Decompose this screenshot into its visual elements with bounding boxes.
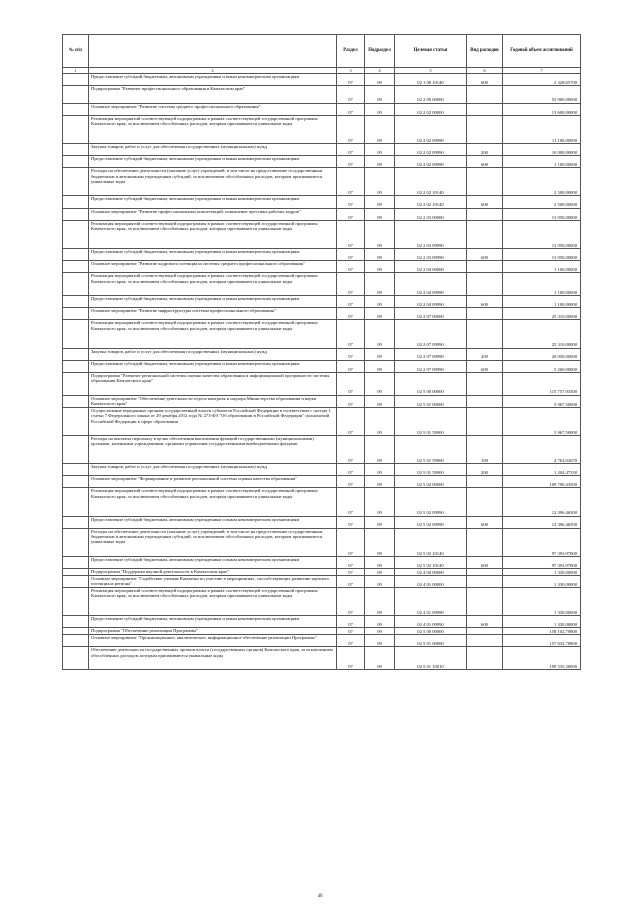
row-podrazdel-cell: 09 [365,196,395,208]
table-row [63,616,581,628]
table-row [63,103,581,115]
row-sum-cell: 157 632,70800 [503,635,581,647]
row-podrazdel-cell: 09 [365,273,395,296]
row-expense-type-cell [467,476,503,488]
row-num-cell [63,360,89,372]
row-podrazdel-cell: 09 [365,320,395,348]
row-expense-type-cell: 200 [467,143,503,155]
row-num-cell [63,395,89,407]
row-num-cell [63,86,89,104]
row-sum-cell: 2 328,65700 [503,74,581,86]
table-row [63,516,581,528]
row-num-cell [63,261,89,273]
row-expense-type-cell [467,273,503,296]
row-target-article-cell: 02 2 04 00000 [395,261,467,273]
table-row [63,273,581,296]
row-sum-cell: 1 100,00000 [503,273,581,296]
row-podrazdel-cell: 09 [365,220,395,248]
row-sum-cell: 13 950,00000 [503,208,581,220]
row-sum-cell: 20 050,00000 [503,348,581,360]
row-num-cell [63,103,89,115]
table-row [63,635,581,647]
row-name-cell: Осуществление переданных органам государственной власти субъектов Российской Федерации в соответствии с частью 1 статьи 7 Федерального закона от 29 декабря 2012 года № 273-ФЗ "Об образовании в Российской Федерации" полномочий Российской Федерации в сфере образования [89,407,337,435]
row-razdel-cell: 07 [337,588,365,616]
row-name-cell: Реализация мероприятий соответствующей подпрограммы в рамках соответствующей государственной программы Камчатского края, за исключением обособленных расходов, которым присваиваются уникальные коды [89,273,337,296]
row-razdel-cell: 07 [337,647,365,670]
row-expense-type-cell: 600 [467,248,503,260]
table-row [63,196,581,208]
row-razdel-cell: 07 [337,488,365,516]
row-podrazdel-cell: 09 [365,464,395,476]
row-expense-type-cell [467,86,503,104]
row-razdel-cell: 07 [337,635,365,647]
row-razdel-cell: 07 [337,196,365,208]
row-name-cell: Реализация мероприятий соответствующей подпрограммы в рамках соответствующей государственной программы Камчатского края, за исключением обособленных расходов, которым присваиваются уникальные коды [89,115,337,143]
row-razdel-cell: 07 [337,143,365,155]
row-razdel-cell: 07 [337,628,365,635]
row-podrazdel-cell: 09 [365,143,395,155]
row-name-cell: Основное мероприятие "Обеспечение деятельности отдела контроля и надзора Министерства образования и науки Камчатского края" [89,395,337,407]
column-number: 6 [467,68,503,74]
row-target-article-cell: 02 2 07 09990 [395,360,467,372]
row-razdel-cell: 07 [337,156,365,168]
table-row [63,488,581,516]
table-row [63,86,581,104]
row-num-cell [63,143,89,155]
row-expense-type-cell [467,575,503,587]
column-number: 3 [337,68,365,74]
row-podrazdel-cell: 09 [365,556,395,568]
row-razdel-cell: 07 [337,476,365,488]
row-expense-type-cell [467,569,503,576]
table-row [63,647,581,670]
row-sum-cell: 1 330,00000 [503,575,581,587]
row-num-cell [63,516,89,528]
table-row [63,348,581,360]
row-razdel-cell: 07 [337,569,365,576]
table-row [63,143,581,155]
table-row [63,115,581,143]
column-number: 2 [89,68,337,74]
header-annual-sum: Годовой объем ассигнований [503,35,581,68]
column-number: 1 [63,68,89,74]
row-num-cell [63,74,89,86]
row-podrazdel-cell: 09 [365,372,395,395]
row-razdel-cell: 07 [337,616,365,628]
row-name-cell: Закупка товаров, работ и услуг для обеспечения государственных (муниципальных) нужд [89,464,337,476]
row-name-cell: Реализация мероприятий соответствующей подпрограммы в рамках соответствующей государственной программы Камчатского края, за исключением обособленных расходов, которым присваиваются уникальные коды [89,588,337,616]
row-podrazdel-cell: 09 [365,168,395,196]
row-num-cell [63,168,89,196]
row-target-article-cell: 02 2 04 09990 [395,273,467,296]
row-name-cell: Основное мероприятие "Развитие системы среднего профессионального образования" [89,103,337,115]
row-sum-cell: 4 763,02670 [503,436,581,464]
row-target-article-cell: 02 5 01 59900 [395,407,467,435]
row-target-article-cell: 02 2 02 09990 [395,115,467,143]
row-num-cell [63,196,89,208]
row-name-cell: Предоставление субсидий бюджетным, автономным учреждениям и иным некоммерческим организациям [89,196,337,208]
row-name-cell: Предоставление субсидий бюджетным, автономным учреждениям и иным некоммерческим организациям [89,360,337,372]
row-name-cell: Расходы на обеспечение деятельности (оказание услуг) учреждений, в том числе на предоставление государственным бюджетным и автономным учреждениям субсидий, за исключением обособленных расходов, которым присваиваются уникальные коды [89,528,337,556]
row-target-article-cell: 02 5 02 10140 [395,528,467,556]
table-row [63,156,581,168]
row-target-article-cell: 02 5 00 00000 [395,628,467,635]
row-expense-type-cell [467,320,503,348]
row-name-cell: Предоставление субсидий бюджетным, автономным учреждениям и иным некоммерческим организациям [89,556,337,568]
row-target-article-cell: 02 2 03 09990 [395,248,467,260]
row-podrazdel-cell: 09 [365,261,395,273]
table-row [63,360,581,372]
row-target-article-cell: 02 5 02 09990 [395,488,467,516]
row-target-article-cell: 02 5 01 59900 [395,436,467,464]
row-name-cell: Основное мероприятие "Формирование и развитие региональной системы оценки качества образования" [89,476,337,488]
row-expense-type-cell [467,168,503,196]
row-expense-type-cell: 200 [467,464,503,476]
row-name-cell: Подпрограмма "Развитие профессионального образования в Камчатском крае" [89,86,337,104]
row-num-cell [63,115,89,143]
row-num-cell [63,647,89,670]
row-target-article-cell: 02 4 01 00000 [395,575,467,587]
table-row [63,575,581,587]
row-razdel-cell: 07 [337,308,365,320]
row-num-cell [63,208,89,220]
row-expense-type-cell [467,635,503,647]
row-razdel-cell: 07 [337,74,365,86]
row-num-cell [63,436,89,464]
header-name [89,35,337,68]
table-row [63,556,581,568]
row-podrazdel-cell: 09 [365,74,395,86]
row-num-cell [63,464,89,476]
row-podrazdel-cell: 09 [365,436,395,464]
row-target-article-cell: 02 5 01 00000 [395,395,467,407]
row-sum-cell: 97 393,97000 [503,528,581,556]
row-target-article-cell: 02 2 02 00000 [395,103,467,115]
row-num-cell [63,569,89,576]
row-sum-cell: 1 100,00000 [503,296,581,308]
table-row [63,395,581,407]
row-sum-cell: 1 100,00000 [503,156,581,168]
row-name-cell: Предоставление субсидий бюджетным, автономным учреждениям и иным некоммерческим организациям [89,516,337,528]
row-sum-cell: 109 535,30000 [503,647,581,670]
row-target-article-cell: 02 4 01 09990 [395,616,467,628]
row-target-article-cell: 02 2 02 09990 [395,156,467,168]
row-expense-type-cell: 600 [467,556,503,568]
row-target-article-cell: 02 2 02 09990 [395,143,467,155]
row-name-cell: Реализация мероприятий соответствующей подпрограммы в рамках соответствующей государственной программы Камчатского края, за исключением обособленных расходов, которым присваиваются уникальные коды [89,488,337,516]
row-sum-cell: 158 102,70800 [503,628,581,635]
row-target-article-cell: 02 2 02 10140 [395,168,467,196]
row-expense-type-cell [467,115,503,143]
row-num-cell [63,372,89,395]
row-podrazdel-cell: 09 [365,360,395,372]
row-num-cell [63,220,89,248]
row-razdel-cell: 07 [337,436,365,464]
row-target-article-cell: 02 5 01 10010 [395,647,467,670]
table-row [63,74,581,86]
row-sum-cell: 109 790,43500 [503,476,581,488]
row-sum-cell: 1 100,00000 [503,261,581,273]
row-expense-type-cell: 600 [467,360,503,372]
row-podrazdel-cell: 09 [365,308,395,320]
row-num-cell [63,476,89,488]
row-expense-type-cell: 100 [467,436,503,464]
table-row [63,569,581,576]
row-name-cell: Обеспечение деятельности государственных органов власти (государственных органов) Камчатского края, за исключением обособленных расходов, которым присваиваются уникальные коды [89,647,337,670]
row-sum-cell: 25 310,00000 [503,308,581,320]
row-podrazdel-cell: 09 [365,395,395,407]
row-num-cell [63,575,89,587]
row-sum-cell: 5 260,00000 [503,360,581,372]
row-name-cell: Основное мероприятие "Развитие профессиональных компетенций, повышение престижа рабочих кадров" [89,208,337,220]
row-razdel-cell: 07 [337,248,365,260]
row-target-article-cell: 02 2 03 00000 [395,208,467,220]
row-num-cell [63,156,89,168]
table-row [63,372,581,395]
header-target-article: Целевая статья [395,35,467,68]
row-name-cell: Предоставление субсидий бюджетным, автономным учреждениям и иным некоммерческим организациям [89,296,337,308]
row-expense-type-cell: 600 [467,296,503,308]
row-razdel-cell: 07 [337,395,365,407]
header-podrazdel: Подраздел [365,35,395,68]
row-razdel-cell: 07 [337,360,365,372]
table-row [63,261,581,273]
row-num-cell [63,616,89,628]
budget-table [62,34,581,670]
row-num-cell [63,273,89,296]
row-razdel-cell: 07 [337,556,365,568]
row-expense-type-cell: 200 [467,348,503,360]
table-row [63,588,581,616]
table-row [63,168,581,196]
table-row [63,220,581,248]
table-row [63,248,581,260]
row-name-cell: Предоставление субсидий бюджетным, автономным учреждениям и иным некоммерческим организациям [89,156,337,168]
row-sum-cell: 12 396,46500 [503,516,581,528]
row-podrazdel-cell: 09 [365,588,395,616]
row-podrazdel-cell: 09 [365,616,395,628]
row-podrazdel-cell: 09 [365,208,395,220]
row-target-article-cell: 02 5 01 00000 [395,635,467,647]
row-sum-cell: 1 330,00000 [503,588,581,616]
row-razdel-cell: 07 [337,516,365,528]
table-row [63,528,581,556]
row-razdel-cell: 07 [337,296,365,308]
row-podrazdel-cell: 09 [365,248,395,260]
row-podrazdel-cell: 09 [365,647,395,670]
row-expense-type-cell [467,628,503,635]
row-sum-cell: 10 000,00000 [503,143,581,155]
row-name-cell: Расходы на выплаты персоналу в целях обеспечения выполнения функций государственными (муниципальными) органами, казенными учреждениями, органами управления государственными внебюджетными фондами [89,436,337,464]
row-razdel-cell: 07 [337,273,365,296]
row-name-cell: Расходы на обеспечение деятельности (оказание услуг) учреждений, в том числе на предоставление государственным бюджетным и автономным учреждениям субсидий, за исключением обособленных расходов, которым присваиваются уникальные коды [89,168,337,196]
table-row [63,320,581,348]
row-target-article-cell: 02 4 00 00000 [395,569,467,576]
row-podrazdel-cell: 09 [365,488,395,516]
row-razdel-cell: 07 [337,372,365,395]
row-podrazdel-cell: 09 [365,528,395,556]
row-razdel-cell: 07 [337,407,365,435]
row-sum-cell: 5 967,50000 [503,395,581,407]
table-row [63,436,581,464]
row-target-article-cell: 02 5 01 59900 [395,464,467,476]
row-expense-type-cell: 600 [467,156,503,168]
row-target-article-cell: 02 2 00 00000 [395,86,467,104]
row-expense-type-cell [467,308,503,320]
row-name-cell: Основное мероприятие "Содействие ученым Камчатки по участию в мероприятиях, способствующих развитию научного потенциала региона" [89,575,337,587]
row-sum-cell: 115 757,93500 [503,372,581,395]
row-expense-type-cell: 600 [467,516,503,528]
row-target-article-cell: 02 2 04 09990 [395,296,467,308]
row-sum-cell: 1 204,47330 [503,464,581,476]
table-row [63,464,581,476]
row-podrazdel-cell: 09 [365,103,395,115]
row-num-cell [63,407,89,435]
row-name-cell: Подпрограмма "Развитие региональной системы оценки качества образования и информационной прозрачности системы образования Камчатского края" [89,372,337,395]
column-number: 5 [395,68,467,74]
row-sum-cell: 13 600,00000 [503,103,581,115]
row-name-cell: Подпрограмма "Поддержка научной деятельности в Камчатском крае" [89,569,337,576]
table-header-row [63,35,581,68]
table-body [63,74,581,670]
row-target-article-cell: 02 2 07 00000 [395,308,467,320]
row-expense-type-cell [467,407,503,435]
header-razdel: Раздел [337,35,365,68]
table-row [63,407,581,435]
table-row [63,208,581,220]
row-sum-cell: 12 396,46500 [503,488,581,516]
row-razdel-cell: 07 [337,528,365,556]
row-expense-type-cell [467,588,503,616]
row-expense-type-cell [467,261,503,273]
row-name-cell: Закупка товаров, работ и услуг для обеспечения государственных (муниципальных) нужд [89,348,337,360]
row-num-cell [63,320,89,348]
row-podrazdel-cell: 09 [365,156,395,168]
row-razdel-cell: 07 [337,464,365,476]
row-sum-cell: 13 950,00000 [503,248,581,260]
budget-table-sheet [62,34,580,670]
header-num: № п/п [63,35,89,68]
row-num-cell [63,635,89,647]
row-podrazdel-cell: 09 [365,115,395,143]
column-number: 7 [503,68,581,74]
row-expense-type-cell [467,647,503,670]
row-target-article-cell: 02 2 07 09990 [395,320,467,348]
row-name-cell: Предоставление субсидий бюджетным, автономным учреждениям и иным некоммерческим организациям [89,74,337,86]
row-razdel-cell: 07 [337,575,365,587]
row-podrazdel-cell: 09 [365,476,395,488]
row-name-cell: Предоставление субсидий бюджетным, автономным учреждениям и иным некоммерческим организациям [89,248,337,260]
row-name-cell: Закупка товаров, работ и услуг для обеспечения государственных (муниципальных) нужд [89,143,337,155]
row-sum-cell: 1 330,00000 [503,616,581,628]
row-sum-cell: 97 393,97000 [503,556,581,568]
row-expense-type-cell: 600 [467,74,503,86]
row-expense-type-cell [467,208,503,220]
row-target-article-cell: 02 5 02 00000 [395,476,467,488]
row-podrazdel-cell: 09 [365,296,395,308]
row-podrazdel-cell: 09 [365,569,395,576]
row-expense-type-cell: 600 [467,196,503,208]
row-num-cell [63,588,89,616]
row-sum-cell: 25 310,00000 [503,320,581,348]
row-name-cell: Основное мероприятие "Развитие инфраструктуры системы профессионального образования" [89,308,337,320]
row-name-cell: Основное мероприятие "Развитие кадрового потенциала системы среднего профессионального образования" [89,261,337,273]
row-sum-cell: 53 960,00000 [503,86,581,104]
row-expense-type-cell [467,488,503,516]
row-target-article-cell: 02 2 02 10140 [395,196,467,208]
row-num-cell [63,348,89,360]
row-razdel-cell: 07 [337,261,365,273]
row-target-article-cell: 02 4 01 09990 [395,588,467,616]
row-razdel-cell: 07 [337,208,365,220]
row-expense-type-cell [467,528,503,556]
row-sum-cell: 1 330,00000 [503,569,581,576]
row-num-cell [63,296,89,308]
row-num-cell [63,556,89,568]
table-row [63,296,581,308]
row-name-cell: Реализация мероприятий соответствующей подпрограммы в рамках соответствующей государственной программы Камчатского края, за исключением обособленных расходов, которым присваиваются уникальные коды [89,220,337,248]
row-sum-cell: 2 500,00000 [503,168,581,196]
row-podrazdel-cell: 09 [365,348,395,360]
row-razdel-cell: 07 [337,348,365,360]
row-num-cell [63,248,89,260]
row-target-article-cell: 02 2 07 09990 [395,348,467,360]
row-name-cell: Основное мероприятие "Организационное, аналитическое, информационное обеспечение реализации Программы" [89,635,337,647]
row-target-article-cell: 02 5 00 00000 [395,372,467,395]
row-razdel-cell: 07 [337,115,365,143]
row-expense-type-cell [467,372,503,395]
row-sum-cell: 2 500,00000 [503,196,581,208]
page-number: 40 [317,894,323,899]
column-number: 4 [365,68,395,74]
row-target-article-cell: 02 5 02 09990 [395,516,467,528]
row-target-article-cell: 02 5 02 10140 [395,556,467,568]
row-razdel-cell: 07 [337,168,365,196]
row-name-cell: Реализация мероприятий соответствующей подпрограммы в рамках соответствующей государственной программы Камчатского края, за исключением обособленных расходов, которым присваиваются уникальные коды [89,320,337,348]
row-num-cell [63,628,89,635]
row-sum-cell: 5 967,50000 [503,407,581,435]
row-target-article-cell: 02 2 03 09990 [395,220,467,248]
table-row [63,308,581,320]
row-expense-type-cell [467,103,503,115]
row-podrazdel-cell: 09 [365,635,395,647]
row-podrazdel-cell: 09 [365,407,395,435]
table-row [63,628,581,635]
row-expense-type-cell [467,220,503,248]
row-razdel-cell: 07 [337,86,365,104]
row-razdel-cell: 07 [337,320,365,348]
row-razdel-cell: 07 [337,220,365,248]
table-row [63,476,581,488]
row-podrazdel-cell: 09 [365,628,395,635]
row-target-article-cell: 02 1 08 10140 [395,74,467,86]
row-sum-cell: 11 100,00000 [503,115,581,143]
row-podrazdel-cell: 09 [365,516,395,528]
header-expense-type: Вид расходов [467,35,503,68]
row-name-cell: Подпрограмма "Обеспечение реализации Программы" [89,628,337,635]
row-num-cell [63,528,89,556]
row-razdel-cell: 07 [337,103,365,115]
row-sum-cell: 13 950,00000 [503,220,581,248]
row-expense-type-cell: 600 [467,616,503,628]
row-num-cell [63,488,89,516]
row-name-cell: Предоставление субсидий бюджетным, автономным учреждениям и иным некоммерческим организациям [89,616,337,628]
row-podrazdel-cell: 09 [365,575,395,587]
row-expense-type-cell [467,395,503,407]
row-num-cell [63,308,89,320]
row-podrazdel-cell: 09 [365,86,395,104]
